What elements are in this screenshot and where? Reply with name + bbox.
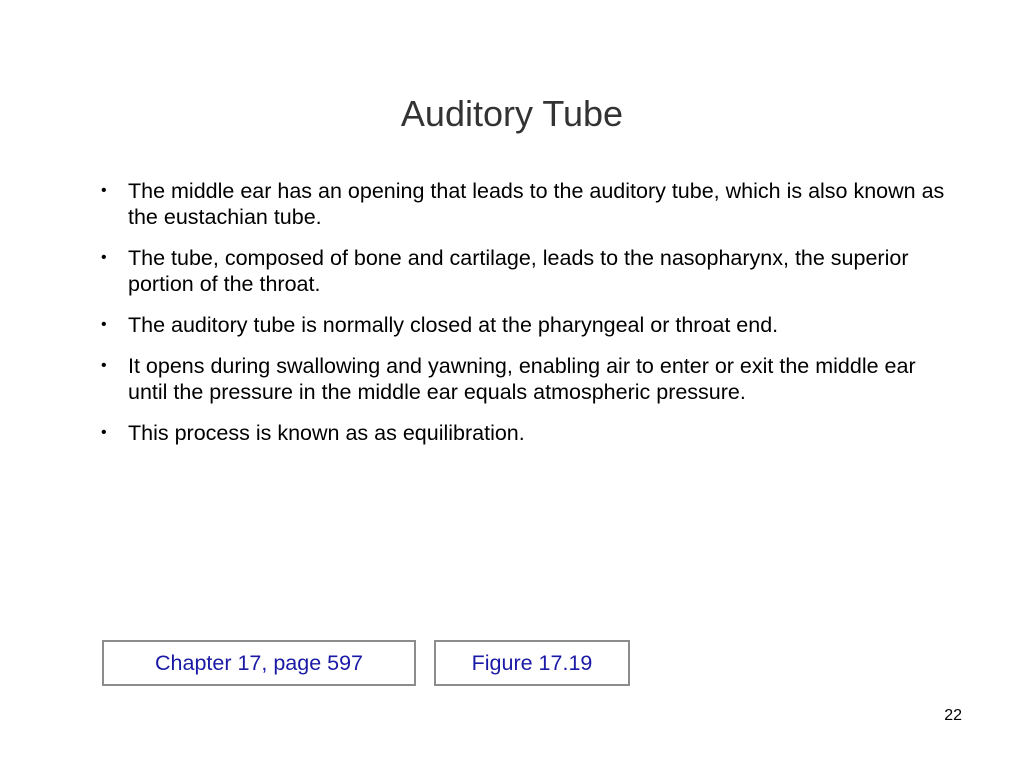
page-number: 22 xyxy=(944,707,962,724)
bullet-text: This process is known as as equilibration. xyxy=(128,421,525,445)
bullet-item xyxy=(100,420,950,446)
bullet-text: The middle ear has an opening that leads to the auditory tube, which is also known as the eustachian tube. xyxy=(128,179,945,229)
bullet-item xyxy=(100,178,950,230)
bullet-text: The tube, composed of bone and cartilage, leads to the nasopharynx, the superior portion of the throat. xyxy=(128,246,909,296)
bullet-marker: • xyxy=(101,357,107,374)
bullet-item xyxy=(100,312,950,338)
bullet-marker: • xyxy=(101,424,107,441)
bullet-text: It opens during swallowing and yawning, enabling air to enter or exit the middle ear until the pressure in the middle ear equals atmospheric pressure. xyxy=(128,354,916,404)
bullet-item xyxy=(100,245,950,297)
reference-buttons xyxy=(102,640,630,686)
figure-reference-button[interactable]: Figure 17.19 xyxy=(434,640,630,686)
slide-title: Auditory Tube xyxy=(400,93,624,134)
bullet-marker: • xyxy=(101,182,107,199)
bullet-list xyxy=(100,178,950,461)
bullet-marker: • xyxy=(101,249,107,266)
bullet-text: The auditory tube is normally closed at the pharyngeal or throat end. xyxy=(128,313,779,337)
bullet-marker: • xyxy=(101,316,107,333)
chapter-reference-button[interactable]: Chapter 17, page 597 xyxy=(102,640,416,686)
bullet-item xyxy=(100,353,950,405)
